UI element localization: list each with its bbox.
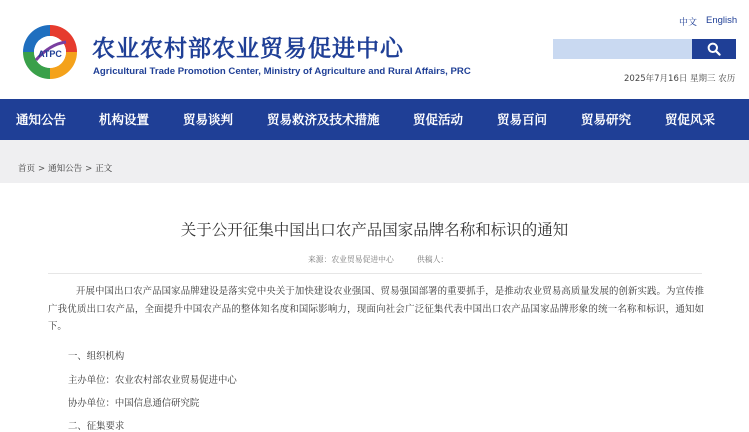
section-heading: 二、征集要求 xyxy=(68,421,125,432)
section-heading: 一、组织机构 xyxy=(68,351,125,362)
breadcrumb-current: 正文 xyxy=(95,164,113,174)
lang-chinese-link[interactable]: 中文 xyxy=(679,18,698,28)
nav-item-organization[interactable]: 机构设置 xyxy=(99,112,150,127)
nav-item-notices[interactable]: 通知公告 xyxy=(16,112,67,127)
lang-english-link[interactable]: English xyxy=(706,15,738,26)
breadcrumb-home-link[interactable]: 首页 xyxy=(18,164,36,174)
breadcrumb-separator: > xyxy=(38,164,46,174)
site-title-en: Agricultural Trade Promotion Center, Ministry of Agriculture and Rural Affairs, PRC xyxy=(93,66,471,77)
nav-item-trade-remedy[interactable]: 贸易救济及技术措施 xyxy=(267,112,380,127)
search-button[interactable] xyxy=(692,39,736,59)
breadcrumb-band xyxy=(0,140,749,183)
search-input[interactable] xyxy=(553,39,693,59)
atpc-logo[interactable] xyxy=(22,24,78,80)
article-paragraph: 开展中国出口农产品国家品牌建设是落实党中央关于加快建设农业强国、贸易强国部署的重要抓手，是推动农业贸易高质量发展的创新实践。为宣传推广我优质出口农产品，全面提升中国农产品的整体知名度和国际影响力，现面向社会广泛征集代表中国出口农产品国家品牌形象的统一名称和标识，通知如下。 xyxy=(48,286,704,332)
nav-item-trade-negotiation[interactable]: 贸易谈判 xyxy=(183,112,234,127)
breadcrumb-section-link[interactable]: 通知公告 xyxy=(48,164,83,174)
main-nav xyxy=(0,99,749,140)
co-organizer-text: 协办单位：中国信息通信研究院 xyxy=(68,398,200,409)
title-divider xyxy=(48,273,702,274)
nav-item-trade-research[interactable]: 贸易研究 xyxy=(581,112,632,127)
logo-text: ATPC xyxy=(38,49,62,59)
organizer-text: 主办单位：农业农村部农业贸易促进中心 xyxy=(68,375,237,386)
site-header xyxy=(0,0,749,99)
current-date: 2025年7月16日 星期三 农历 xyxy=(624,74,736,84)
article-title: 关于公开征集中国出口农产品国家品牌名称和标识的通知 xyxy=(180,221,569,239)
article-source: 来源：农业贸易促进中心 xyxy=(308,255,394,264)
article-author: 供稿人： xyxy=(417,255,449,264)
breadcrumb xyxy=(18,162,112,174)
search-icon xyxy=(707,42,721,56)
nav-item-promotion-style[interactable]: 贸促风采 xyxy=(665,112,716,127)
breadcrumb-separator: > xyxy=(85,164,93,174)
site-title-cn: 农业农村部农业贸易促进中心 xyxy=(92,36,404,62)
nav-item-trade-faq[interactable]: 贸易百问 xyxy=(497,112,548,127)
nav-item-promotion-events[interactable]: 贸促活动 xyxy=(413,112,464,127)
